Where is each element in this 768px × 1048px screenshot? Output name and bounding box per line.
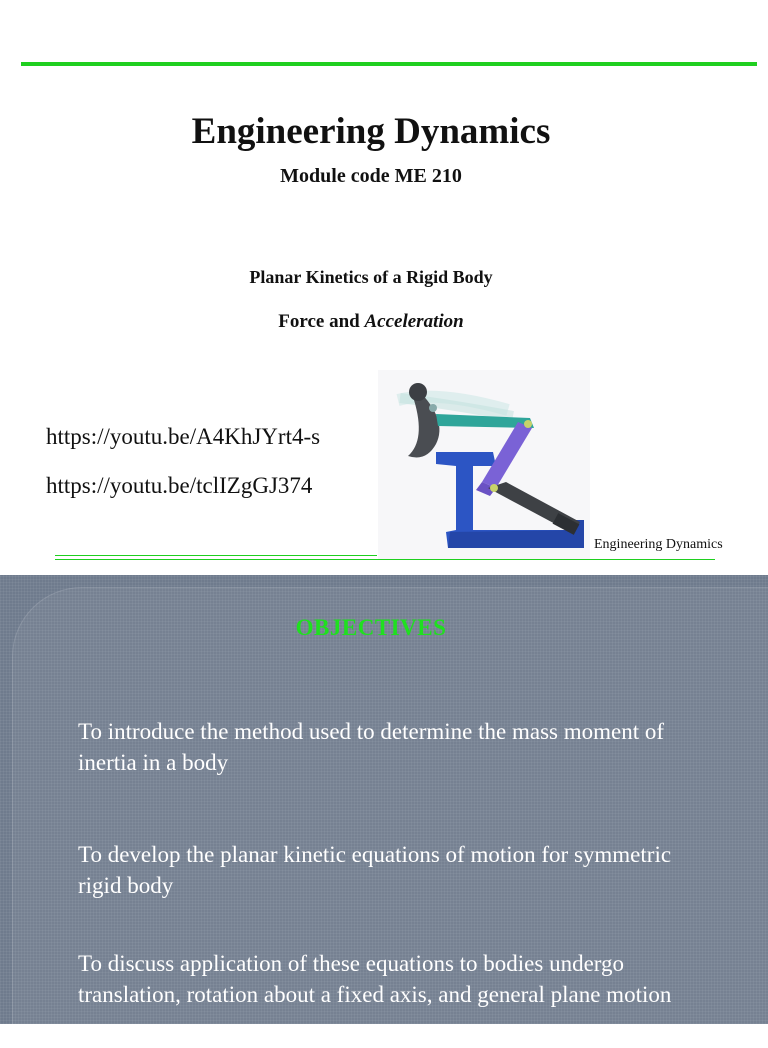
- footer-rule-short: [55, 555, 377, 556]
- objectives-heading: OBJECTIVES: [295, 615, 447, 640]
- top-green-rule: [21, 62, 757, 66]
- objectives-slide: [0, 575, 768, 1024]
- slide-title: Engineering Dynamics: [191, 111, 551, 152]
- footer-label: Engineering Dynamics: [594, 537, 723, 552]
- subtitle-force-acceleration: [0, 311, 742, 333]
- objective-item: To discuss application of these equations to bodies undergo translation, rotation about a fixed axis, and general plane motion: [78, 951, 672, 1007]
- mechanism-illustration: [378, 370, 590, 560]
- video-link-1[interactable]: https://youtu.be/A4KhJYrt4-s: [46, 424, 321, 449]
- video-link-2[interactable]: https://youtu.be/tclIZgGJ374: [46, 473, 313, 498]
- objective-item: To develop the planar kinetic equations of motion for symmetric rigid body: [78, 842, 672, 898]
- objective-item: To introduce the method used to determine the mass moment of inertia in a body: [78, 719, 665, 775]
- subtitle-italic-word: Acceleration: [364, 311, 464, 332]
- footer-rule-long: [55, 559, 715, 560]
- subtitle-prefix: Force and: [278, 311, 365, 332]
- subtitle-topic: Planar Kinetics of a Rigid Body: [249, 267, 493, 287]
- module-code: Module code ME 210: [280, 165, 462, 187]
